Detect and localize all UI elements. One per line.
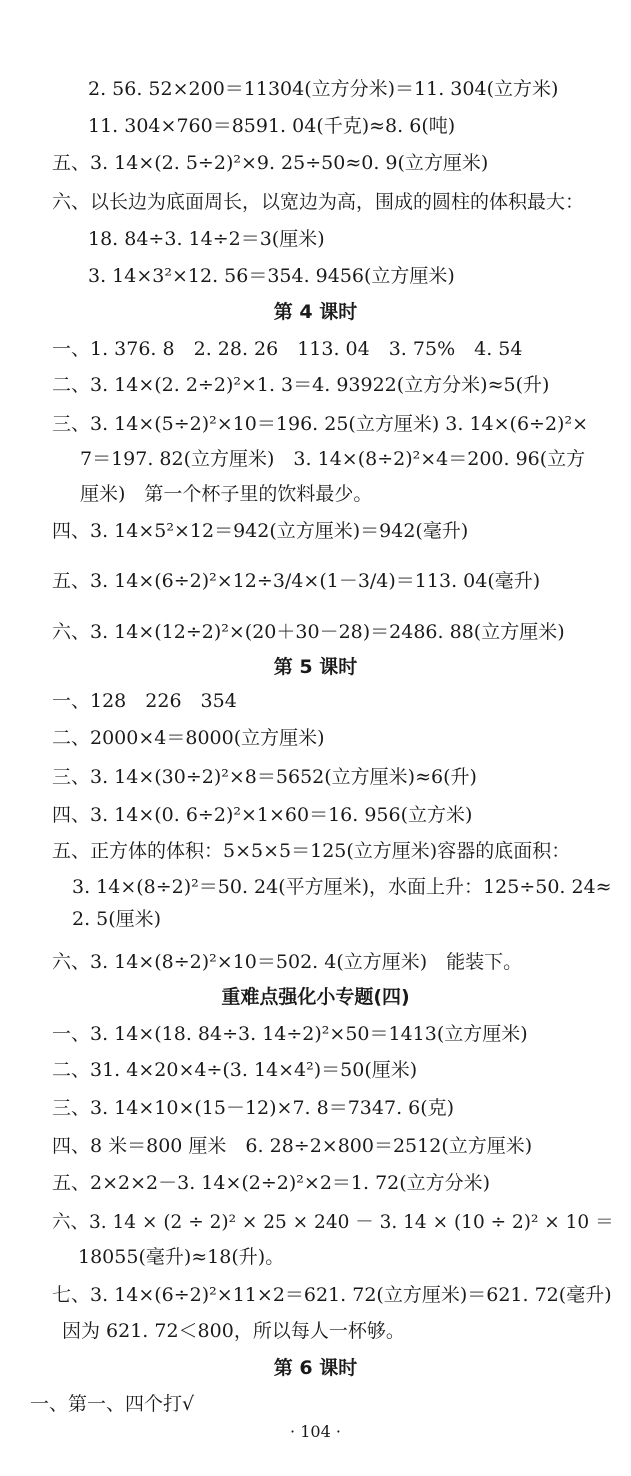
text-line: 18. 84÷3. 14÷2＝3(厘米) bbox=[88, 228, 325, 250]
text-line: 三、3. 14×(5÷2)²×10＝196. 25(立方厘米) 3. 14×(6÷2)²× bbox=[52, 413, 589, 435]
text-line: 五、3. 14×(6÷2)²×12÷3/4×(1－3/4)＝113. 04(毫升) bbox=[52, 570, 541, 592]
text-line: 18055(毫升)≈18(升)。 bbox=[78, 1246, 285, 1268]
text-line: 3. 14×(8÷2)²＝50. 24(平方厘米)，水面上升：125÷50. 24≈ bbox=[72, 876, 612, 898]
text-line: 一、3. 14×(18. 84÷3. 14÷2)²×50＝1413(立方厘米) bbox=[52, 1023, 528, 1045]
text-line: 二、31. 4×20×4÷(3. 14×4²)＝50(厘米) bbox=[52, 1059, 418, 1081]
text-line: 二、2000×4＝8000(立方厘米) bbox=[52, 727, 325, 749]
text-line: 2. 5(厘米) bbox=[72, 908, 162, 930]
text-line: 四、3. 14×5²×12＝942(立方厘米)＝942(毫升) bbox=[52, 520, 469, 542]
text-line: 五、2×2×2－3. 14×(2÷2)²×2＝1. 72(立方分米) bbox=[52, 1172, 491, 1194]
text-line: 五、正方体的体积：5×5×5＝125(立方厘米)容器的底面积： bbox=[52, 840, 571, 862]
section-heading-special-topic: 重难点强化小专题(四) bbox=[221, 986, 410, 1008]
text-line: 一、128 226 354 bbox=[52, 690, 237, 712]
text-line: 六、3. 14 × (2 ÷ 2)² × 25 × 240 － 3. 14 × (10 ÷ 2)² × 10 ＝ bbox=[52, 1212, 614, 1233]
text-line: 3. 14×3²×12. 56＝354. 9456(立方厘米) bbox=[88, 265, 455, 287]
text-line: 7＝197. 82(立方厘米) 3. 14×(8÷2)²×4＝200. 96(立方 bbox=[80, 448, 586, 470]
text-line: 三、3. 14×10×(15－12)×7. 8＝7347. 6(克) bbox=[52, 1097, 455, 1119]
text-line: 因为 621. 72＜800，所以每人一杯够。 bbox=[62, 1320, 405, 1342]
text-line: 四、8 米＝800 厘米 6. 28÷2×800＝2512(立方厘米) bbox=[52, 1135, 533, 1157]
page-number: · 104 · bbox=[290, 1422, 341, 1441]
text-line: 厘米) 第一个杯子里的饮料最少。 bbox=[80, 483, 373, 505]
text-line: 11. 304×760＝8591. 04(千克)≈8. 6(吨) bbox=[88, 115, 456, 137]
text-line: 五、3. 14×(2. 5÷2)²×9. 25÷50≈0. 9(立方厘米) bbox=[52, 152, 489, 174]
text-line: 一、第一、四个打√ bbox=[30, 1393, 195, 1415]
text-line: 一、1. 376. 8 2. 28. 26 113. 04 3. 75% 4. 54 bbox=[52, 338, 523, 360]
section-heading-lesson-6: 第 6 课时 bbox=[273, 1357, 358, 1379]
text-line: 四、3. 14×(0. 6÷2)²×1×60＝16. 956(立方米) bbox=[52, 804, 473, 826]
section-heading-lesson-5: 第 5 课时 bbox=[273, 656, 358, 678]
text-line: 二、3. 14×(2. 2÷2)²×1. 3＝4. 93922(立方分米)≈5(升) bbox=[52, 374, 550, 396]
text-line: 七、3. 14×(6÷2)²×11×2＝621. 72(立方厘米)＝621. 72(毫升) bbox=[52, 1284, 612, 1306]
text-line: 六、以长边为底面周长，以宽边为高，围成的圆柱的体积最大： bbox=[52, 191, 585, 213]
text-line: 六、3. 14×(12÷2)²×(20＋30－28)＝2486. 88(立方厘米) bbox=[52, 621, 565, 643]
text-line: 六、3. 14×(8÷2)²×10＝502. 4(立方厘米) 能装下。 bbox=[52, 951, 523, 973]
section-heading-lesson-4: 第 4 课时 bbox=[273, 301, 358, 323]
text-line: 2. 56. 52×200＝11304(立方分米)＝11. 304(立方米) bbox=[88, 78, 559, 100]
text-line: 三、3. 14×(30÷2)²×8＝5652(立方厘米)≈6(升) bbox=[52, 766, 477, 788]
